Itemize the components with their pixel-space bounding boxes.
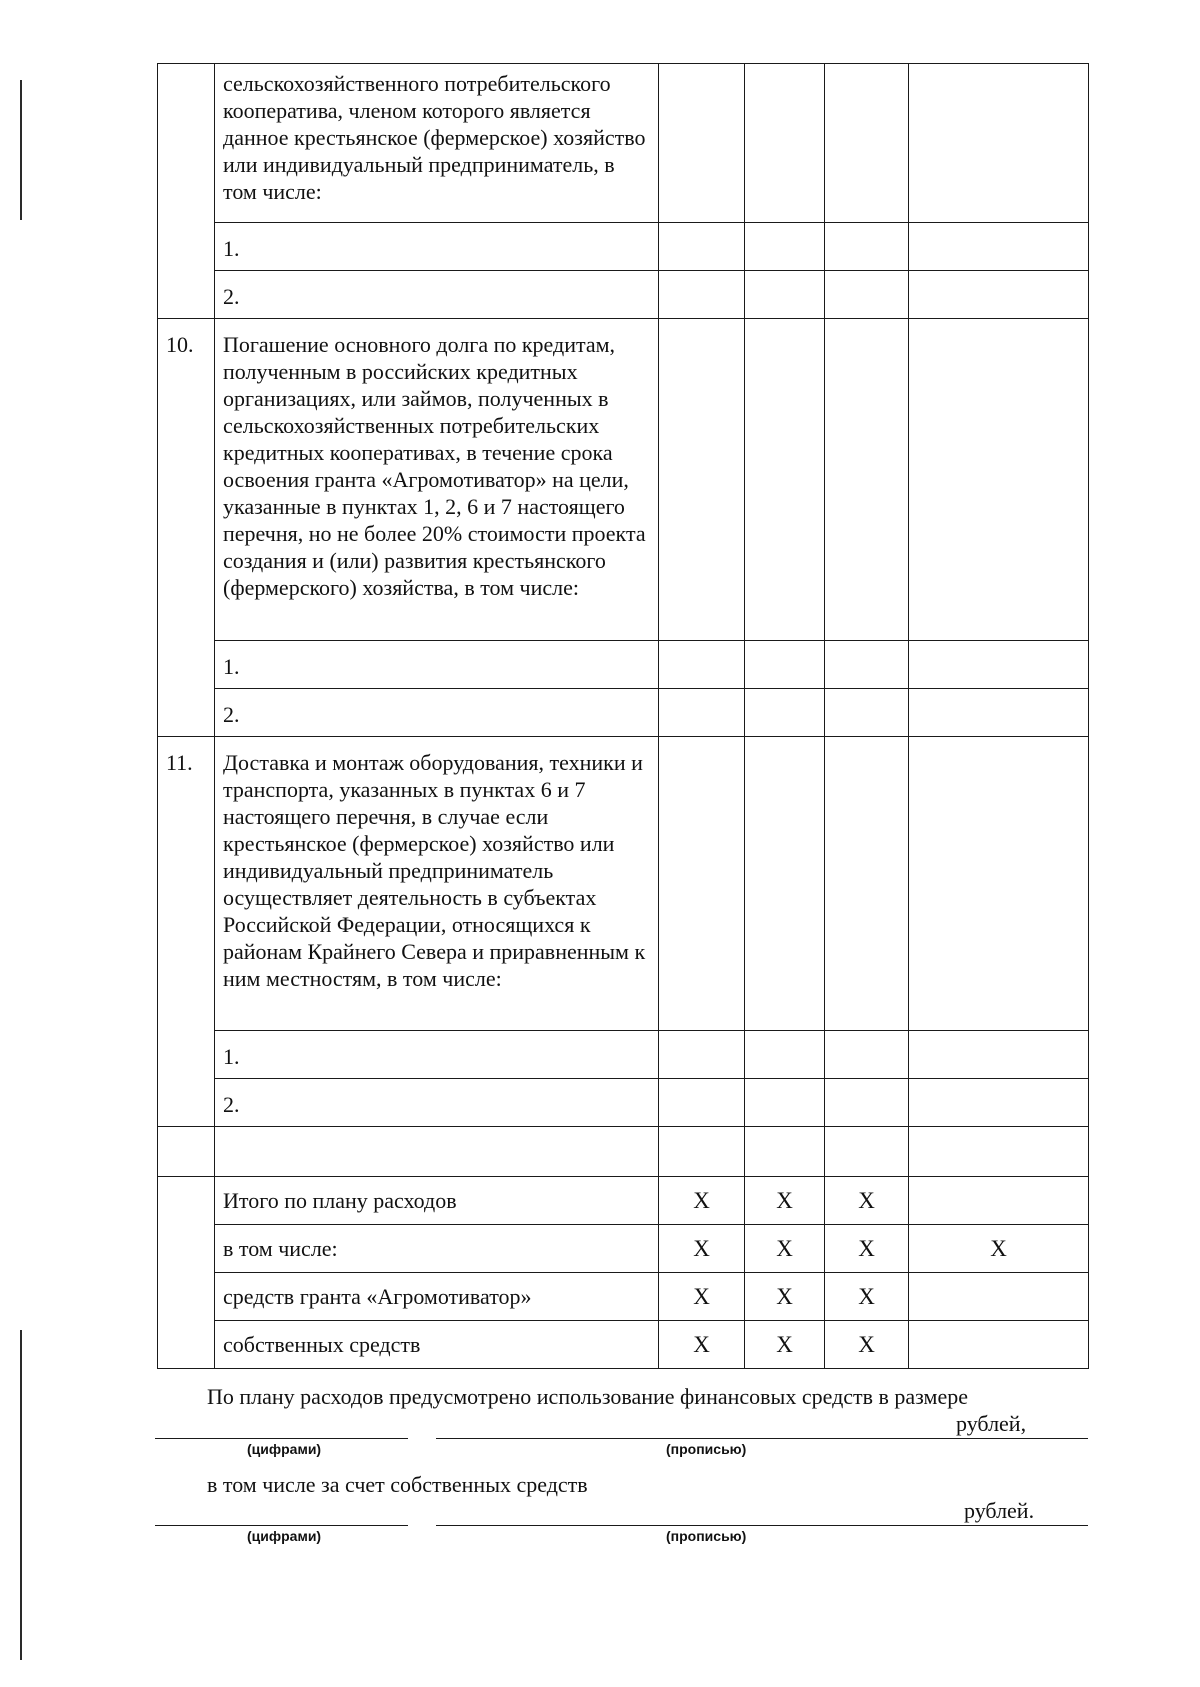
sub-item-number: 2. [215,271,659,319]
row-description: сельскохозяйственного потребительского кооператива, членом которого является данное крестьянское (фермерское) хозяйство или индивидуальный предприниматель, в том числе: [215,64,659,223]
digits-caption: (цифрами) [247,1528,322,1544]
row-description: Доставка и монтаж оборудования, техники и транспорта, указанных в пунктах 6 и 7 настоящего перечня, в случае если крестьянское (фермерское) хозяйство или индивидуальный предприниматель осуществляет деятельность в субъектах Российской Федерации, относящихся к районам Крайнего Севера и приравненным к ним местностям, в том числе: [215,737,659,1031]
total-label: в том числе: [215,1225,659,1273]
sub-item-number: 2. [215,689,659,737]
x-mark: X [825,1321,909,1369]
sub-item-number: 1. [215,1031,659,1079]
x-mark: X [659,1321,745,1369]
total-row [158,1177,1089,1225]
words-line [436,1525,1088,1526]
total-label: собственных средств [215,1321,659,1369]
table-row [158,223,1089,271]
x-mark: X [659,1273,745,1321]
rubles-label: рублей, [956,1411,1027,1436]
digits-line [155,1438,408,1439]
x-mark: X [825,1177,909,1225]
table-row [158,271,1089,319]
expense-plan-table [157,63,1089,1369]
totals-number-cell [158,1177,215,1369]
total-row [158,1273,1089,1321]
sub-item-number: 1. [215,641,659,689]
words-caption: (прописью) [666,1441,747,1457]
total-label: Итого по плану расходов [215,1177,659,1225]
words-caption: (прописью) [666,1528,747,1544]
table-row [158,689,1089,737]
x-mark: X [659,1225,745,1273]
digits-caption: (цифрами) [247,1441,322,1457]
row-number: 10. [158,319,215,737]
table-row [158,1079,1089,1127]
x-mark: X [659,1177,745,1225]
x-mark: X [825,1273,909,1321]
total-row [158,1225,1089,1273]
table-row [158,1031,1089,1079]
total-value [909,1321,1089,1369]
table-row [158,737,1089,1031]
x-mark: X [745,1177,825,1225]
x-mark: X [745,1273,825,1321]
x-mark: X [745,1321,825,1369]
sub-item-number: 1. [215,223,659,271]
digits-line [155,1525,408,1526]
rubles-label: рублей. [964,1498,1035,1523]
x-mark: X [825,1225,909,1273]
total-value [909,1273,1089,1321]
scan-edge-line [20,80,22,220]
scan-edge-line [20,1330,22,1660]
row-number-cell [158,64,215,319]
sub-item-number: 2. [215,1079,659,1127]
total-row [158,1321,1089,1369]
total-value [909,1177,1089,1225]
words-line [436,1438,1088,1439]
table-row [158,319,1089,641]
x-mark: X [909,1225,1089,1273]
total-funds-sentence: По плану расходов предусмотрено использование финансовых средств в размере [207,1384,969,1409]
row-description: Погашение основного долга по кредитам, полученным в российских кредитных организациях, или займов, полученных в сельскохозяйственных потребительских кредитных кооперативах, в течение срока освоения гранта «Агромотиватор» на цели, указанные в пунктах 1, 2, 6 и 7 настоящего перечня, но не более 20% стоимости проекта создания и (или) развития крестьянского (фермерского) хозяйства, в том числе: [215,319,659,641]
own-funds-sentence: в том числе за счет собственных средств [207,1472,588,1497]
empty-row [158,1127,1089,1177]
total-label: средств гранта «Агромотиватор» [215,1273,659,1321]
table-row [158,641,1089,689]
table-row [158,64,1089,223]
row-number: 11. [158,737,215,1127]
x-mark: X [745,1225,825,1273]
